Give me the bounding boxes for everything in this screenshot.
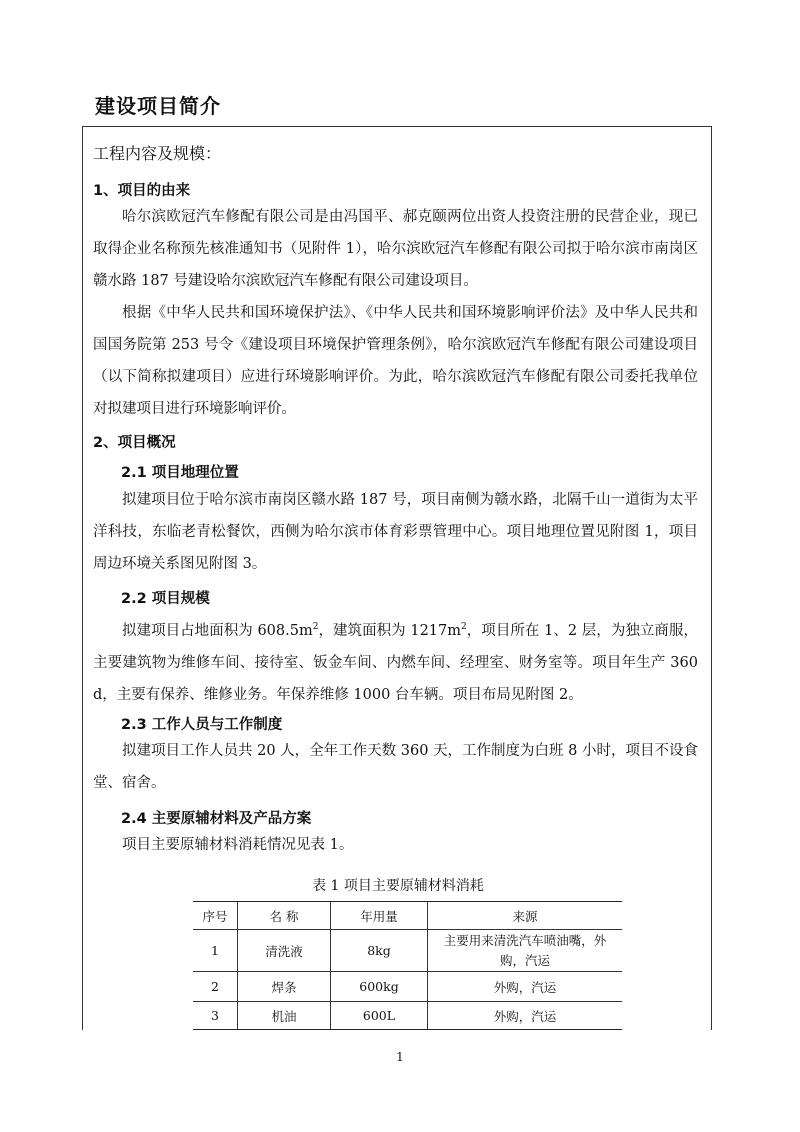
paragraph-origin: 哈尔滨欧冠汽车修配有限公司是由冯国平、郝克颐两位出资人投资注册的民营企业，现已取得企业名称预先核准通知书（见附件 1），哈尔滨欧冠汽车修配有限公司拟于哈尔滨市南岗区赣水路 187 号建设哈尔滨欧冠汽车修配有限公司建设项目。 [93, 209, 698, 289]
heading-staff: 2.3 工作人员与工作制度 [121, 717, 283, 733]
table-row [193, 1002, 622, 1030]
paragraph-legal-basis: 根据《中华人民共和国环境保护法》、《中华人民共和国环境影响评价法》及中华人民共和国国务院第 253 号令《建设项目环境保护管理条例》，哈尔滨欧冠汽车修配有限公司建设项目（以下简称拟建项目）应进行环境影响评价。为此，哈尔滨欧冠汽车修配有限公司委托我单位对拟建项目进行环境影响评价。 [93, 305, 698, 417]
materials-table [193, 901, 622, 1030]
cell-index: 1 [193, 930, 238, 972]
heading-origin: 1、项目的由来 [93, 183, 191, 199]
heading-location: 2.1 项目地理位置 [121, 465, 239, 481]
scale-text-c: ，项目所在 1、2 层，为独立商服，主要建筑物为维修车间、接待室、钣金车间、内燃车间、经理室、财务室等。项目年生产 360d，主要有保养、维修业务。年保养维修 1000 台车辆。项目布局见附图 2。 [93, 622, 698, 703]
paragraph-location: 拟建项目位于哈尔滨市南岗区赣水路 187 号，项目南侧为赣水路，北隔千山一道街为太平洋科技，东临老青松餐饮，西侧为哈尔滨市体育彩票管理中心。项目地理位置见附图 1，项目周边环境关系图见附图 3。 [93, 492, 698, 572]
heading-materials: 2.4 主要原辅材料及产品方案 [121, 811, 312, 827]
cell-name: 焊条 [238, 972, 331, 1002]
page-title: 建设项目简介 [95, 94, 221, 118]
section-subhead: 工程内容及规模： [93, 144, 222, 163]
table-row [193, 930, 622, 972]
cell-index: 2 [193, 972, 238, 1002]
scale-text-b: ，建筑面积为 1217m [318, 622, 461, 639]
heading-overview: 2、项目概况 [93, 435, 176, 451]
cell-source: 外购，汽运 [428, 972, 623, 1002]
table-caption: 表 1 项目主要原辅材料消耗 [312, 878, 484, 894]
paragraph-staff: 拟建项目工作人员共 20 人，全年工作天数 360 天，工作制度为白班 8 小时，项目不设食堂、宿舍。 [93, 743, 699, 791]
cell-source: 外购，汽运 [428, 1002, 623, 1030]
table-row [193, 972, 622, 1002]
scale-text-a: 拟建项目占地面积为 608.5m [122, 622, 313, 639]
project-intro-frame [82, 126, 712, 1030]
cell-name: 机油 [238, 1002, 331, 1030]
cell-annual-usage: 8kg [331, 930, 428, 972]
header-index: 序号 [193, 902, 238, 930]
sup-area-unit-2: 2 [461, 622, 467, 632]
header-source: 来源 [428, 902, 623, 930]
page-number: 1 [396, 1050, 404, 1064]
cell-annual-usage: 600L [331, 1002, 428, 1030]
paragraph-scale [93, 611, 698, 711]
cell-annual-usage: 600kg [331, 972, 428, 1002]
cell-name: 清洗液 [238, 930, 331, 972]
sup-area-unit-1: 2 [312, 622, 319, 632]
table-header-row [193, 902, 622, 930]
cell-source: 主要用来清洗汽车喷油嘴，外购，汽运 [428, 930, 623, 972]
cell-index: 3 [193, 1002, 238, 1030]
header-annual-usage: 年用量 [331, 902, 428, 930]
header-name: 名 称 [238, 902, 331, 930]
paragraph-materials: 项目主要原辅材料消耗情况见表 1。 [122, 837, 354, 853]
heading-scale: 2.2 项目规模 [121, 591, 210, 607]
